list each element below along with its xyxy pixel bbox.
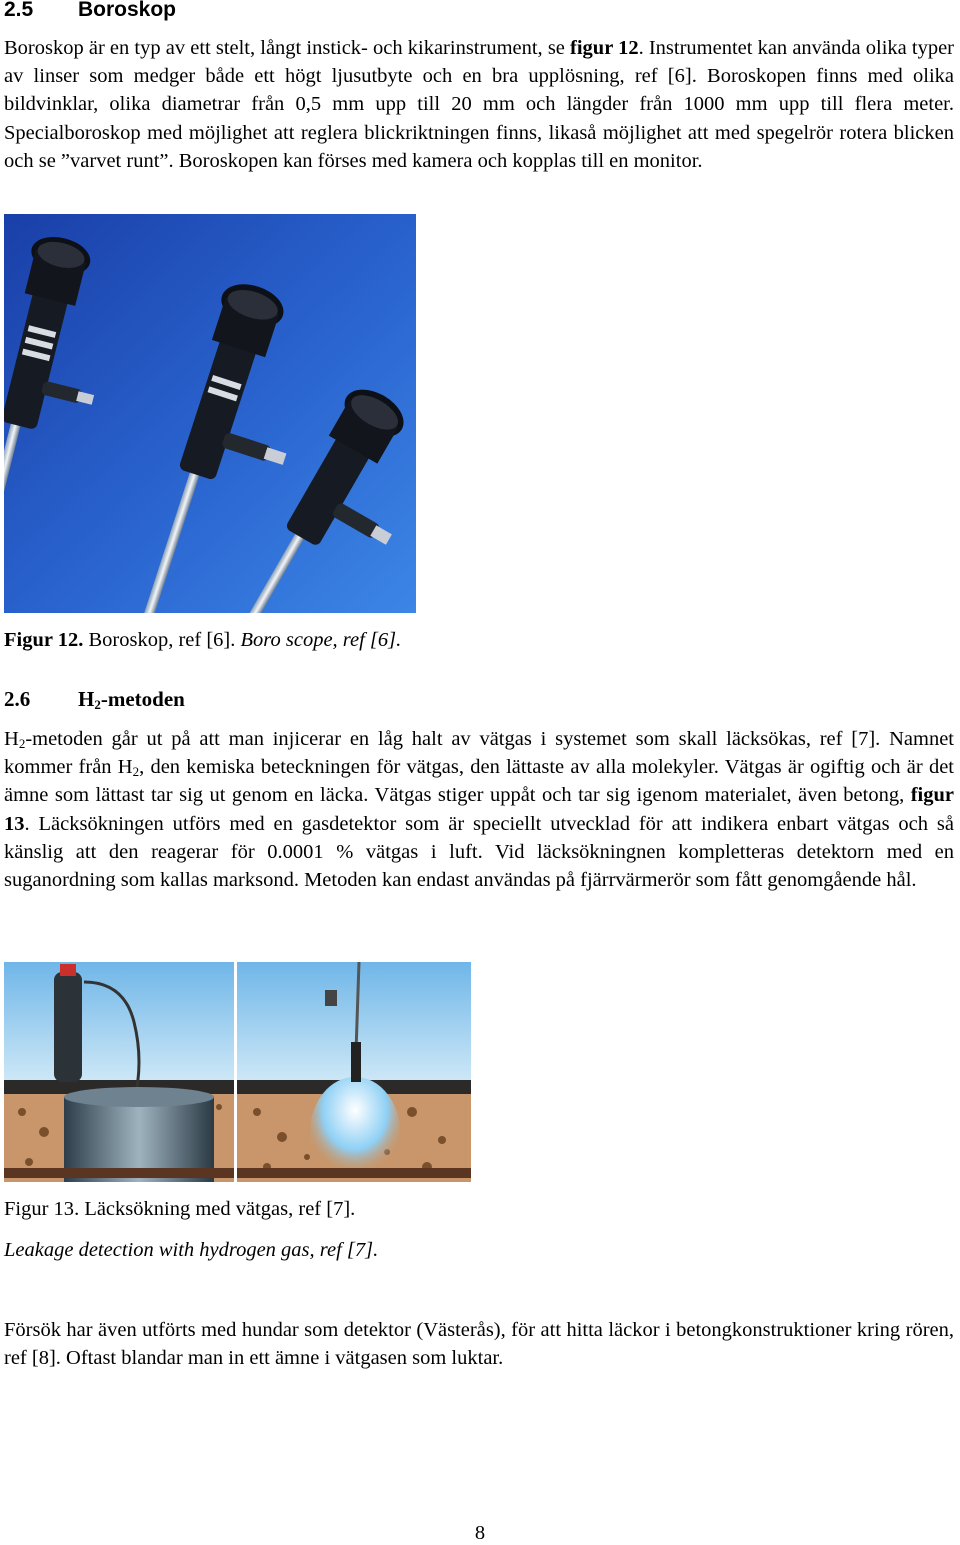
ground-probe-illustration <box>237 962 471 1182</box>
caption-english: Leakage detection with hydrogen gas, ref [7]. <box>4 1239 379 1261</box>
figure-label: Figur 13 <box>4 1198 75 1220</box>
text-run: , den kemiska beteckningen för vätgas, den lättaste av alla molekyler. Vätgas är ogiftig och är det ämne som lättast tar sig ut genom en läcka. Vätgas stiger uppåt och tar sig igenom materialet, även betong, <box>4 756 954 807</box>
figure-12-caption <box>4 627 401 653</box>
text-run: . Läcksökningen utförs med en gasdetektor som är speciellt utvecklad för att indikera enbart vätgas och så känslig att den reagerar för 0.0001 % vätgas i luft. Vid läcksökningnen kompletteras detektorn med en suganordning som kallas marksond. Metoden kan endast användas på fjärrvärmerör som fått genomgående hål. <box>4 812 954 892</box>
paragraph-boroskop <box>4 34 954 175</box>
title-text: H <box>78 687 95 711</box>
section-heading-2-5 <box>4 0 176 22</box>
figure-reference: figur 13 <box>4 784 954 835</box>
section-number: 2.5 <box>4 0 34 21</box>
figure-13-image-left <box>4 962 234 1182</box>
caption-text: . Läcksökning med vätgas, ref [7]. <box>74 1198 356 1220</box>
paragraph-h2-method <box>4 725 954 894</box>
page-number: 8 <box>474 1522 486 1544</box>
caption-english: Boro scope, ref [6]. <box>240 629 402 651</box>
figure-13-caption <box>4 1196 355 1222</box>
paragraph-dogs: Försök har även utförts med hundar som detektor (Västerås), för att hitta läckor i betongkonstruktioner kring rören, ref [8]. Oftast blandar man in ett ämne i vätgasen som luktar. <box>4 1319 954 1370</box>
figure-label: Figur 12. <box>4 629 84 651</box>
subscript: 2 <box>94 697 101 712</box>
boroscope-photo <box>4 214 416 613</box>
subscript: 2 <box>132 764 140 780</box>
section-heading-2-6 <box>4 687 185 711</box>
caption-text: Boroskop, ref [6]. <box>83 629 241 651</box>
text-run: -metoden går ut på att man injicerar en låg halt av vätgas i systemet som skall läcksökas, ref [7]. Namnet kommer från H <box>4 728 954 779</box>
text-run: . Instrumentet kan använda olika typer av linser som medger både ett högt ljusutbyte och en bra upplösning, ref [6]. Boroskopen finns med olika bildvinklar, olika diametrar från 0,5 mm upp till 20 mm och längder från 1000 mm upp till flera meter. Specialboroskop med möjlighet att reglera blickriktningen finns, likaså möjlighet att med spegelrör rotera blicken och se ”varvet runt”. Boroskopen kan förses med kamera och kopplas till en monitor. <box>4 37 954 172</box>
section-number: 2.6 <box>4 687 31 711</box>
figure-13-image-right <box>237 962 471 1182</box>
figure-12-image <box>4 214 416 613</box>
section-title: Boroskop <box>78 0 177 21</box>
subscript: 2 <box>18 736 26 751</box>
title-text: -metoden <box>100 687 185 711</box>
text-run: Boroskop är en typ av ett stelt, långt instick- och kikarinstrument, se <box>4 37 571 59</box>
figure-13-caption-english <box>4 1237 378 1263</box>
hydrogen-cylinder-illustration <box>4 962 234 1182</box>
section-title <box>78 687 185 711</box>
text-run: H <box>4 728 19 750</box>
figure-reference: figur 12 <box>570 37 639 59</box>
